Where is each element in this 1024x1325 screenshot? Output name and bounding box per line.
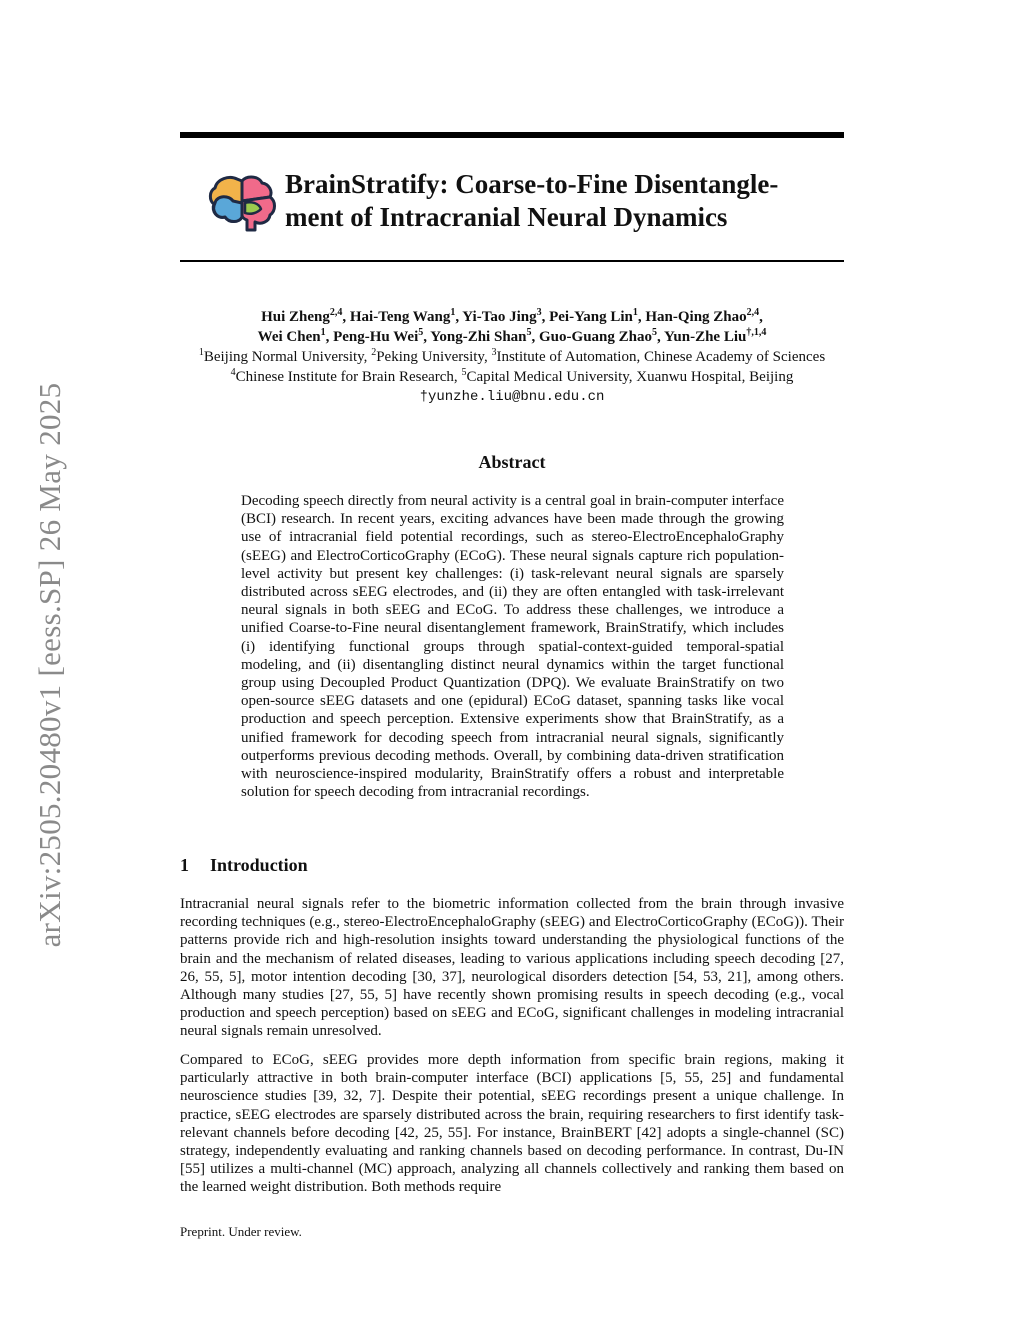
brain-logo-icon bbox=[207, 173, 279, 233]
arxiv-identifier[interactable]: arXiv:2505.20480v1 [eess.SP] 26 May 2025 bbox=[32, 382, 67, 948]
author: Peng-Hu Wei$^5$, bbox=[333, 327, 431, 345]
author: Yi-Tao Jing$^3$, bbox=[462, 307, 550, 325]
author: Guo-Guang Zhao$^5$, bbox=[539, 327, 664, 345]
author: Yong-Zhi Shan$^5$, bbox=[430, 327, 540, 345]
intro-paragraph-2: Compared to ECoG, sEEG provides more depth information from specific brain regions, making it particularly attractive in both brain-computer interface (BCI) applications [5, 55, 25] and fundamental neuroscience studies [39, 32, 7]. Despite their potential, sEEG recordings present a unique challenge. In practice, sEEG electrodes are sparsely distributed across the brain, requiring researchers to first identify task-relevant channels before decoding [42, 25, 55]. For instance, BrainBERT [42] adopts a single-channel (SC) strategy, independently evaluating and ranking channels based on decoding performance. In contrast, Du-IN [55] utilizes a multi-channel (MC) approach, analyzing all channels collectively and ranking them based on the learned weight distribution. Both methods require bbox=[180, 1052, 844, 1196]
author: Hui Zheng$^{2,4}$, bbox=[261, 307, 350, 325]
abstract-heading: Abstract bbox=[478, 452, 546, 472]
contact-email[interactable]: †yunzhe.liu@bnu.edu.cn bbox=[419, 389, 605, 405]
author: Wei Chen$^1$, bbox=[257, 327, 334, 345]
title-line-1: BrainStratify: Coarse-to-Fine Disentangle- bbox=[285, 169, 779, 199]
abstract-body: Decoding speech directly from neural activity is a central goal in brain-computer interface (BCI) research. In recent years, exciting advances have been made through the growing use of intracranial field potential recordings, such as stereo-ElectroEncephaloGraphy (sEEG) and ElectroCorticoGraphy (ECoG). These neural signals capture rich population-level activity but present key challenges: (i) task-relevant neural signals are sparsely distributed across sEEG electrodes, and (ii) they are often entangled with task-irrelevant neural signals in both sEEG and ECoG. To address these challenges, we introduce a unified Coarse-to-Fine neural disentanglement framework, BrainStratify, which includes (i) identifying functional groups through spatial-context-guided temporal-spatial modeling, and (ii) disentangling distinct neural dynamics within the target functional group using Decoupled Product Quantization (DPQ). We evaluate BrainStratify on two open-source sEEG datasets and one (epidural) ECoG dataset, spanning tasks like vocal production and speech perception. Extensive experiments show that BrainStratify, as a unified framework for decoding speech from intracranial neural signals, significantly outperforms previous decoding methods. Overall, by combining data-driven stratification with neuroscience-inspired modularity, BrainStratify offers a robust and interpretable solution for speech decoding from intracranial recordings. bbox=[241, 493, 784, 801]
paper-title bbox=[285, 168, 845, 234]
author: Pei-Yang Lin$^1$, bbox=[549, 307, 646, 325]
section-title: Introduction bbox=[210, 855, 308, 875]
section-heading-introduction bbox=[180, 855, 308, 876]
affiliations bbox=[160, 347, 864, 407]
title-rule bbox=[180, 260, 844, 262]
affiliation-line-2: $^4$Chinese Institute for Brain Research, $^5$Capital Medical University, Xuanwu Hospital, Beijing bbox=[230, 367, 794, 385]
title-line-2: ment of Intracranial Neural Dynamics bbox=[285, 202, 728, 232]
author-list bbox=[180, 307, 844, 347]
author: Hai-Teng Wang$^1$, bbox=[349, 307, 463, 325]
intro-paragraph-1: Intracranial neural signals refer to the biometric information collected from the brain through invasive recording techniques (e.g., stereo-ElectroEncephaloGraphy (sEEG) and ElectroCorticoGraphy (ECoG)). Their patterns provide rich and high-resolution insights toward understanding the physiological functions of the brain and the mechanism of related diseases, leading to various applications including speech decoding [27, 26, 55, 5], motor intention decoding [30, 37], neurological disorders detection [54, 53, 21], among others. Although many studies [27, 55, 5] have recently shown promising results in speech decoding (e.g., vocal production and speech perception) based on sEEG and ECoG, significant challenges in modeling intracranial neural signals remain unresolved. bbox=[180, 896, 844, 1040]
top-rule bbox=[180, 132, 844, 138]
author-line-2 bbox=[180, 327, 844, 347]
footer-note: Preprint. Under review. bbox=[180, 1224, 302, 1239]
section-number: 1 bbox=[180, 855, 189, 875]
author-line-1 bbox=[180, 307, 844, 327]
author: Han-Qing Zhao$^{2,4}$, bbox=[645, 307, 763, 325]
author: Yun-Zhe Liu$^{\dagger,1,4}$ bbox=[663, 327, 767, 345]
affiliation-line-1: $^1$Beijing Normal University, $^2$Peking University, $^3$Institute of Automation, Chinese Academy of Sciences bbox=[198, 347, 826, 365]
